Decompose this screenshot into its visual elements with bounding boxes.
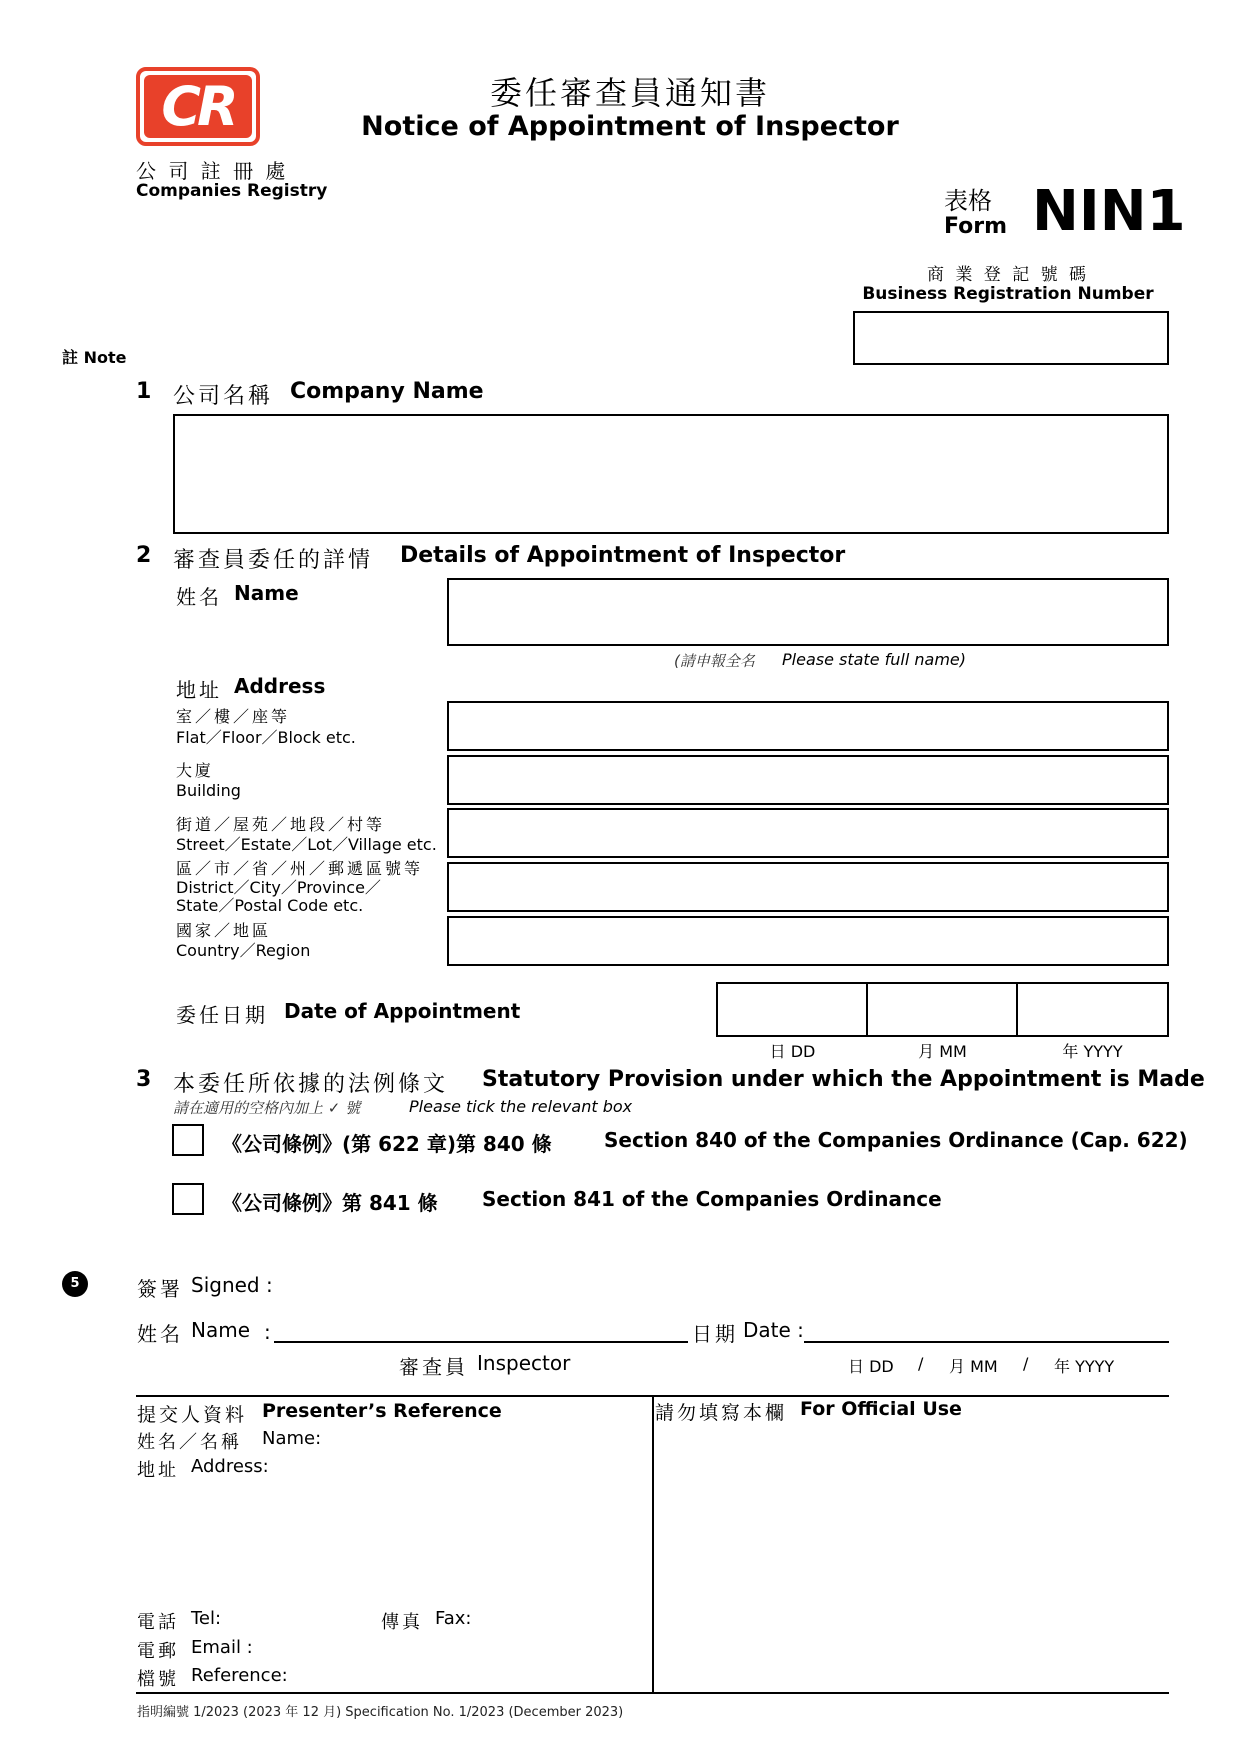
registry-name-zh: 公 司 註 冊 處: [136, 159, 289, 183]
brn-label-en: Business Registration Number: [862, 284, 1154, 304]
inspector-caption-zh: 審查員: [399, 1355, 468, 1379]
presenter-name-label-zh: 姓名／名稱: [137, 1432, 242, 1453]
section-2-title-en: Details of Appointment of Inspector: [400, 543, 846, 568]
presenter-divider: [652, 1395, 654, 1693]
section-2-title-zh: 審查員委任的詳情: [173, 548, 374, 573]
addr-building-label-en: Building: [176, 781, 241, 800]
presenter-title-zh: 提交人資料: [137, 1404, 248, 1426]
section-3-title-zh: 本委任所依據的法例條文: [173, 1072, 449, 1097]
sign-date-sep-1: /: [918, 1354, 924, 1373]
sign-year-label: 年 YYYY: [1054, 1357, 1115, 1376]
full-name-hint-en: Please state full name): [782, 650, 966, 669]
inspector-name-label-zh: 姓名: [176, 585, 222, 609]
section-3-number: 3: [136, 1067, 152, 1092]
signed-label-zh: 簽署: [137, 1277, 183, 1301]
form-label-zh: 表格: [944, 187, 992, 215]
section-1-number: 1: [136, 379, 152, 404]
addr-street-label-en: Street／Estate／Lot／Village etc.: [176, 835, 437, 854]
section-840-label-en: Section 840 of the Companies Ordinance (Cap. 622): [604, 1128, 1188, 1152]
presenter-fax-label-zh: 傳真: [381, 1612, 423, 1633]
section-840-label-zh: 《公司條例》(第 622 章)第 840 條: [222, 1132, 552, 1156]
presenter-email-label-en: Email :: [191, 1637, 253, 1658]
appointment-date-label-zh: 委任日期: [176, 1003, 268, 1027]
presenter-reference-label-zh: 檔號: [137, 1669, 179, 1690]
section-841-label-en: Section 841 of the Companies Ordinance: [482, 1187, 942, 1211]
section-1-title-en: Company Name: [290, 379, 484, 404]
inspector-caption-en: Inspector: [477, 1351, 571, 1375]
signer-name-colon: :: [264, 1320, 271, 1344]
appointment-year-label: 年 YYYY: [1062, 1042, 1123, 1061]
appointment-month-input[interactable]: [866, 982, 1019, 1037]
addr-district-input[interactable]: [447, 862, 1169, 912]
brn-input[interactable]: [853, 311, 1169, 365]
appointment-date-label-en: Date of Appointment: [284, 999, 521, 1023]
page-title-zh: 委任審查員通知書: [489, 74, 770, 112]
presenter-fax-label-en: Fax:: [435, 1608, 472, 1629]
company-name-input[interactable]: [173, 414, 1169, 534]
section-841-checkbox[interactable]: [172, 1183, 204, 1215]
companies-registry-logo: [136, 67, 260, 146]
addr-country-input[interactable]: [447, 916, 1169, 966]
signer-name-label-en: Name: [191, 1318, 251, 1342]
sign-date-label-en: Date :: [743, 1318, 804, 1342]
presenter-reference-label-en: Reference:: [191, 1665, 288, 1686]
addr-district-label-zh: 區／市／省／州／郵遞區號等: [176, 859, 424, 878]
addr-district-label-en-2: State／Postal Code etc.: [176, 896, 364, 915]
logo-text: CR: [144, 75, 252, 138]
addr-street-label-zh: 街道／屋苑／地段／村等: [176, 815, 386, 834]
addr-building-label-zh: 大廈: [176, 761, 215, 780]
section-840-checkbox[interactable]: [172, 1124, 204, 1156]
address-label-en: Address: [234, 674, 326, 698]
addr-flat-label-zh: 室／樓／座等: [176, 707, 291, 726]
addr-street-input[interactable]: [447, 808, 1169, 858]
presenter-tel-label-zh: 電話: [137, 1612, 179, 1633]
presenter-address-label-en: Address:: [191, 1456, 269, 1477]
addr-building-input[interactable]: [447, 755, 1169, 805]
sign-date-sep-2: /: [1023, 1354, 1029, 1373]
appointment-day-label: 日 DD: [769, 1042, 816, 1061]
inspector-name-input[interactable]: [447, 578, 1169, 646]
form-code: NIN1: [1032, 179, 1186, 244]
appointment-month-label: 月 MM: [918, 1042, 967, 1061]
sign-day-label: 日 DD: [848, 1357, 894, 1376]
presenter-tel-label-en: Tel:: [191, 1608, 222, 1629]
registry-name-en: Companies Registry: [136, 181, 328, 201]
appointment-year-input[interactable]: [1016, 982, 1169, 1037]
signed-label-en: Signed :: [191, 1273, 273, 1297]
addr-flat-label-en: Flat／Floor／Block etc.: [176, 728, 356, 747]
address-label-zh: 地址: [176, 678, 222, 702]
addr-flat-input[interactable]: [447, 701, 1169, 751]
brn-label-zh: 商 業 登 記 號 碼: [926, 265, 1090, 285]
signer-name-label-zh: 姓名: [137, 1322, 183, 1346]
section-3-title-en: Statutory Provision under which the Appointment is Made: [482, 1067, 1205, 1092]
note-5-marker: 5: [62, 1271, 88, 1297]
presenter-email-label-zh: 電郵: [137, 1641, 179, 1662]
section-841-label-zh: 《公司條例》第 841 條: [222, 1191, 438, 1215]
page-title-en: Notice of Appointment of Inspector: [361, 111, 899, 142]
presenter-title-en: Presenter’s Reference: [262, 1400, 502, 1422]
addr-country-label-zh: 國家／地區: [176, 921, 272, 940]
sign-month-label: 月 MM: [949, 1357, 998, 1376]
note-label: 註 Note: [62, 348, 127, 367]
full-name-hint-zh: (請申報全名: [674, 652, 755, 670]
addr-country-label-en: Country／Region: [176, 941, 311, 960]
official-use-title-zh: 請勿填寫本欄: [655, 1402, 788, 1424]
presenter-bottom-rule: [136, 1692, 1169, 1694]
tick-hint-zh: 請在適用的空格內加上 ✓ 號: [173, 1099, 361, 1117]
specification-footer: 指明編號 1/2023 (2023 年 12 月) Specification No. 1/2023 (December 2023): [137, 1705, 624, 1720]
official-use-title-en: For Official Use: [800, 1398, 962, 1420]
appointment-day-input[interactable]: [716, 982, 869, 1037]
tick-hint-en: Please tick the relevant box: [409, 1097, 633, 1116]
sign-date-label-zh: 日期: [692, 1322, 738, 1346]
section-2-number: 2: [136, 543, 152, 568]
inspector-name-label-en: Name: [234, 581, 299, 605]
section-1-title-zh: 公司名稱: [173, 384, 274, 409]
presenter-name-label-en: Name:: [262, 1428, 322, 1449]
signer-name-line[interactable]: [274, 1341, 688, 1343]
presenter-address-label-zh: 地址: [137, 1460, 179, 1481]
addr-district-label-en: District／City／Province／: [176, 878, 381, 897]
sign-date-line[interactable]: [804, 1341, 1169, 1343]
form-label-en: Form: [944, 214, 1008, 239]
